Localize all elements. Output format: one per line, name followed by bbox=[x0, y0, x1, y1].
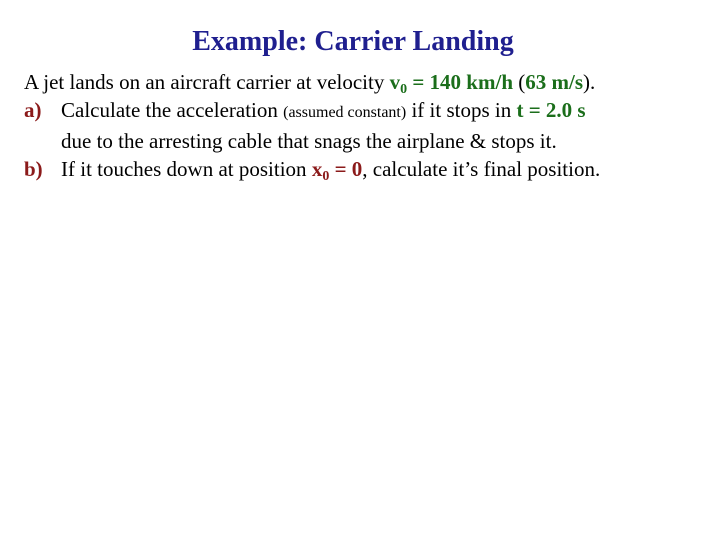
part-a-text-2: if it stops in bbox=[406, 98, 517, 122]
part-b-text: If it touches down at position bbox=[61, 157, 312, 181]
slide-title: Example: Carrier Landing bbox=[192, 26, 514, 57]
part-a bbox=[24, 96, 714, 155]
part-b-text-2: , calculate it’s final position. bbox=[362, 157, 601, 181]
intro-line bbox=[24, 68, 714, 96]
position-subscript: 0 bbox=[322, 169, 330, 184]
part-a-line-1 bbox=[61, 96, 714, 127]
part-b bbox=[24, 155, 714, 183]
part-a-text: Calculate the acceleration bbox=[61, 98, 284, 122]
part-b-marker: b) bbox=[24, 157, 43, 181]
position-value: = 0 bbox=[329, 157, 363, 181]
part-a-marker: a) bbox=[24, 98, 42, 122]
velocity-subscript: 0 bbox=[400, 82, 408, 97]
position-variable: x bbox=[311, 157, 323, 181]
velocity-alt-value: 63 m/s bbox=[525, 70, 583, 94]
part-a-line-2: due to the arresting cable that snags the airplane & stops it. bbox=[61, 129, 557, 153]
intro-text: A jet lands on an aircraft carrier at velocity bbox=[24, 70, 390, 94]
velocity-value: = 140 km/h bbox=[407, 70, 513, 94]
paren-close: ). bbox=[583, 70, 596, 94]
problem-text bbox=[24, 68, 714, 183]
position-expression bbox=[311, 157, 363, 184]
part-b-line-1 bbox=[61, 155, 714, 183]
paren-open: ( bbox=[513, 70, 526, 94]
velocity-variable: v bbox=[389, 70, 401, 94]
velocity-expression bbox=[389, 70, 513, 97]
part-a-note: (assumed constant) bbox=[283, 104, 407, 121]
part-a-time: t = 2.0 s bbox=[516, 98, 586, 122]
